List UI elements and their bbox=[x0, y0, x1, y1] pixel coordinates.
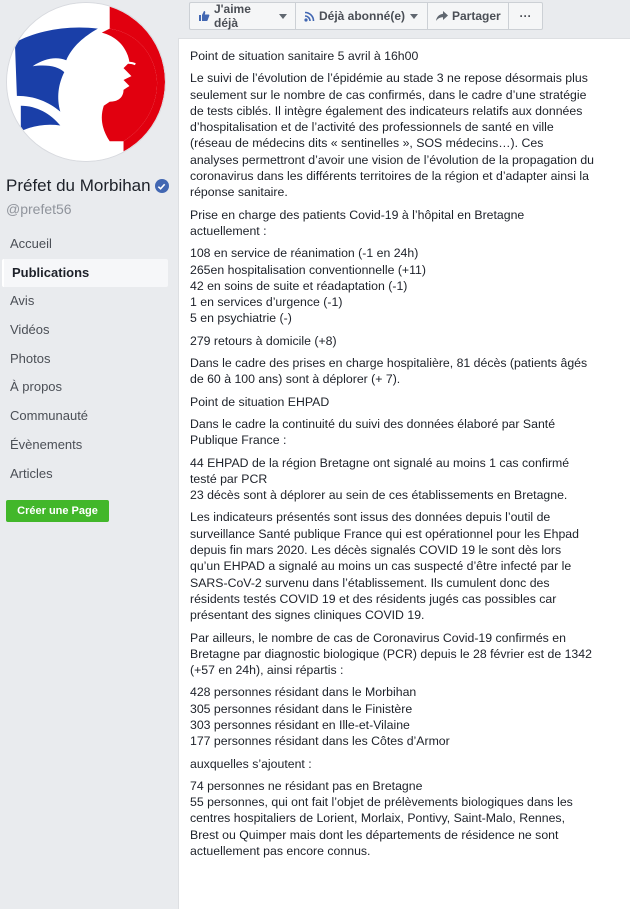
page-nav bbox=[2, 230, 168, 488]
post-line: réponse sanitaire. bbox=[190, 185, 288, 200]
post-paragraph bbox=[190, 455, 618, 504]
page-sidebar bbox=[0, 0, 178, 909]
like-label: J'aime déjà bbox=[214, 2, 251, 30]
post-line: 303 personnes résidant en Ille-et-Vilaine bbox=[190, 717, 410, 732]
post-card bbox=[178, 38, 630, 909]
thumbs-up-icon bbox=[198, 10, 210, 22]
nav-item-avis[interactable]: Avis bbox=[10, 293, 35, 309]
nav-item-publications[interactable]: Publications bbox=[2, 259, 168, 288]
page-title[interactable] bbox=[6, 176, 169, 196]
post-line: testé par PCR bbox=[190, 471, 268, 486]
post-paragraph bbox=[190, 48, 618, 64]
rss-icon bbox=[304, 11, 315, 22]
nav-item-accueil[interactable]: Accueil bbox=[10, 236, 52, 251]
post-line: (+57 en 24h), ainsi répartis : bbox=[190, 663, 344, 678]
post-line: 55 personnes, qui ont fait l’objet de prélèvements biologiques dans les bbox=[190, 795, 573, 810]
post-line: 23 décès sont à déplorer au sein de ces établissements en Bretagne. bbox=[190, 488, 568, 503]
post-line: 265en hospitalisation conventionnelle (+11) bbox=[190, 262, 426, 277]
post-paragraph bbox=[190, 684, 618, 749]
post-line: Par ailleurs, le nombre de cas de Coronavirus Covid-19 confirmés en bbox=[190, 630, 566, 645]
post-paragraph bbox=[190, 333, 618, 349]
page-avatar[interactable] bbox=[6, 2, 166, 162]
post-line: Point de situation sanitaire 5 avril à 16h00 bbox=[190, 49, 419, 63]
post-line: auxquelles s’ajoutent : bbox=[190, 756, 312, 771]
post-line: seulement sur le nombre de cas confirmés, dans le cadre d’une stratégie bbox=[190, 87, 587, 102]
post-line: SARS-CoV-2 survenu dans l’établissement. Ils cumulent donc des bbox=[190, 575, 550, 590]
post-line: Bretagne par diagnostic biologique (PCR) depuis le 28 février est de 1342 bbox=[190, 646, 592, 661]
post-line: 177 personnes résidant dans les Côtes d’Armor bbox=[190, 734, 450, 749]
post-line: (réseau de médecins dits « sentinelles », SOS médecins…). Ces bbox=[190, 136, 544, 151]
post-line: surveillance Santé publique France qui est opérationnel pour les Ehpad bbox=[190, 526, 579, 541]
post-paragraph bbox=[190, 630, 618, 679]
post-line: coronavirus dans les différents territoires de la région et d’adapter ainsi la bbox=[190, 169, 589, 184]
post-text bbox=[179, 39, 630, 859]
share-label: Partager bbox=[452, 9, 501, 23]
post-line: centres hospitaliers de Lorient, Morlaix, Pontivy, Saint-Malo, Rennes, bbox=[190, 811, 566, 826]
subscribe-button[interactable] bbox=[296, 2, 428, 30]
post-paragraph bbox=[190, 756, 618, 772]
nav-item-videos[interactable]: Vidéos bbox=[10, 322, 50, 338]
post-line: actuellement pas encore connus. bbox=[190, 844, 371, 859]
chevron-down-icon bbox=[279, 14, 287, 19]
post-line: Brest ou Quimper mais dont les départements de résidence ne sont bbox=[190, 827, 559, 842]
marianne-logo-icon bbox=[7, 3, 165, 161]
post-paragraph bbox=[190, 778, 618, 859]
post-line: 42 en soins de suite et réadaptation (-1) bbox=[190, 278, 408, 293]
post-line: depuis fin mars 2020. Les décès signalés COVID 19 le sont dès lors bbox=[190, 543, 562, 558]
post-line: de 60 à 100 ans) sont à déplorer (+ 7). bbox=[190, 372, 401, 387]
post-line: d’hospitalisation et de l’activité des professionnels de santé en ville bbox=[190, 120, 554, 135]
post-line: 44 EHPAD de la région Bretagne ont signalé au moins 1 cas confirmé bbox=[190, 455, 570, 470]
chevron-down-icon bbox=[410, 14, 418, 19]
post-paragraph bbox=[190, 245, 618, 326]
post-line: analyses permettront d’avoir une vision de l’évolution de la propagation du bbox=[190, 152, 595, 167]
post-paragraph bbox=[190, 394, 618, 410]
post-line: Les indicateurs présentés sont issus des données depuis l’outil de bbox=[190, 510, 551, 525]
post-line: résidents testés COVID 19 et des résidents jugés cas possibles car bbox=[190, 591, 557, 606]
post-line: 428 personnes résidant dans le Morbihan bbox=[190, 685, 417, 700]
post-line: 305 personnes résidant dans le Finistère bbox=[190, 701, 413, 716]
post-line: 108 en service de réanimation (-1 en 24h) bbox=[190, 246, 419, 261]
post-line: Dans le cadre des prises en charge hospitalière, 81 décès (patients âgés bbox=[190, 356, 588, 371]
post-paragraph bbox=[190, 416, 618, 449]
more-options-button[interactable] bbox=[509, 2, 543, 30]
create-page-button[interactable]: Créer une Page bbox=[6, 500, 109, 522]
post-line: Prise en charge des patients Covid-19 à l’hôpital en Bretagne bbox=[190, 207, 525, 222]
post-paragraph bbox=[190, 355, 618, 388]
post-line: 279 retours à domicile (+8) bbox=[190, 333, 337, 348]
post-line: 74 personnes ne résidant pas en Bretagne bbox=[190, 778, 423, 793]
nav-item-photos[interactable]: Photos bbox=[10, 350, 51, 366]
share-button[interactable] bbox=[428, 2, 509, 30]
page-action-bar bbox=[189, 2, 543, 30]
post-line: 5 en psychiatrie (-) bbox=[190, 311, 292, 326]
post-line: Point de situation EHPAD bbox=[190, 394, 330, 409]
post-line: Dans le cadre la continuité du suivi des données élaboré par Santé bbox=[190, 416, 556, 431]
subscribe-label: Déjà abonné(e) bbox=[319, 9, 406, 23]
like-button[interactable] bbox=[189, 2, 296, 30]
nav-item-evenements[interactable]: Évènements bbox=[10, 436, 83, 452]
post-line: de tests ciblés. Il intègre également des indicateurs relatifs aux données bbox=[190, 103, 583, 118]
more-dots-icon: ··· bbox=[519, 9, 532, 23]
post-line: actuellement : bbox=[190, 223, 267, 238]
post-line: présentant des signes cliniques COVID 19. bbox=[190, 608, 425, 623]
share-arrow-icon bbox=[436, 11, 448, 22]
post-paragraph bbox=[190, 509, 618, 623]
page-handle[interactable]: @prefet56 bbox=[6, 201, 72, 217]
nav-item-a-propos[interactable]: À propos bbox=[10, 379, 63, 395]
post-line: Publique France : bbox=[190, 433, 287, 448]
nav-item-communaute[interactable]: Communauté bbox=[10, 408, 89, 424]
post-line: Le suivi de l’évolution de l’épidémie au stade 3 ne repose désormais plus bbox=[190, 71, 588, 86]
post-paragraph bbox=[190, 207, 618, 240]
post-line: 1 en services d’urgence (-1) bbox=[190, 295, 343, 310]
nav-item-articles[interactable]: Articles bbox=[10, 465, 53, 481]
post-line: qu’un EHPAD a signalé au moins un cas suspecté d’être infecté par le bbox=[190, 559, 572, 574]
page-name-text[interactable]: Préfet du Morbihan bbox=[6, 176, 151, 195]
post-paragraph bbox=[190, 70, 618, 200]
verified-badge-icon bbox=[155, 179, 169, 193]
